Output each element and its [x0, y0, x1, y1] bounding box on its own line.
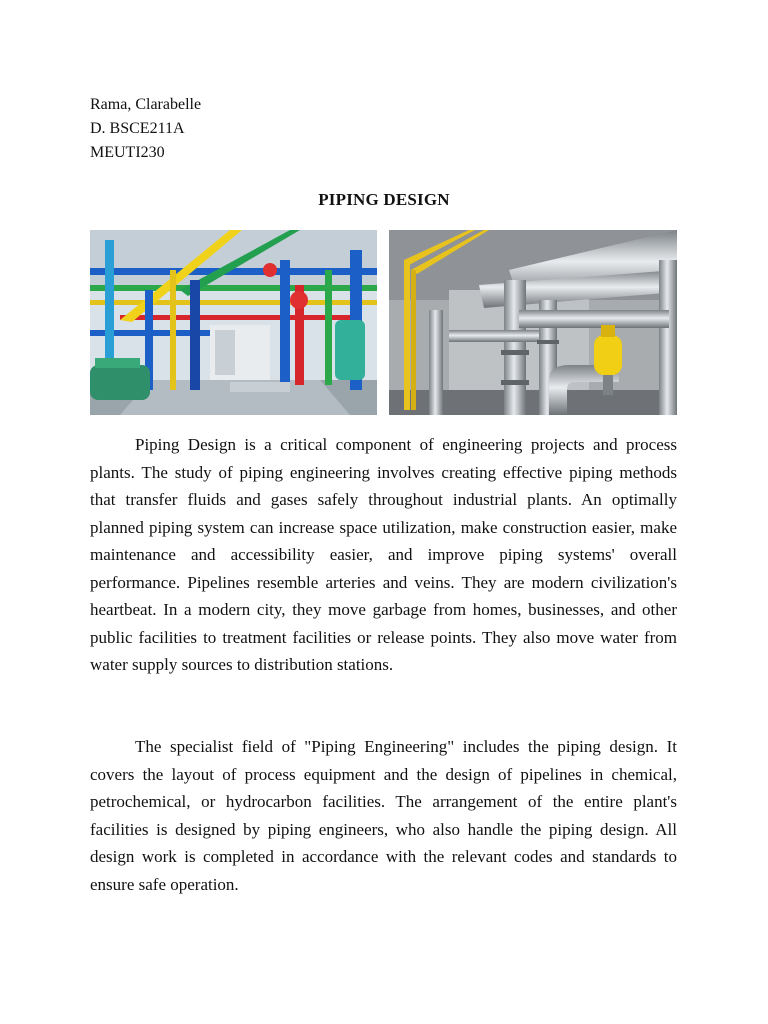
colorful-piping-photo	[90, 230, 377, 415]
steel-piping-photo	[389, 230, 677, 415]
document-title: PIPING DESIGN	[318, 190, 450, 209]
steel-piping-illustration	[389, 230, 677, 415]
colorful-piping-illustration	[90, 230, 377, 415]
student-name: Rama, Clarabelle	[90, 96, 202, 113]
course-code: MEUTI230	[90, 144, 165, 161]
student-section: D. BSCE211A	[90, 120, 185, 137]
paragraph-1: Piping Design is a critical component of engineering projects and process plants. The study of piping engineering involves creating effective piping methods that transfer fluids and gases safely throughout industrial plants. An optimally planned piping system can increase space utilization, make construction easier, make maintenance and accessibility easier, and improve piping systems' overall performance. Pipelines resemble arteries and veins. They are modern civilization's heartbeat. In a modern city, they move garbage from homes, businesses, and other public facilities to treatment facilities or release points. They also move water from water supply sources to distribution stations.	[90, 435, 677, 674]
student-header	[90, 93, 201, 165]
paragraph-2: The specialist field of "Piping Engineering" includes the piping design. It covers the layout of process equipment and the design of pipelines in chemical, petrochemical, or hydrocarbon facilities. The arrangement of the entire plant's facilities is designed by piping engineers, who also handle the piping design. All design work is completed in accordance with the relevant codes and standards to ensure safe operation.	[90, 737, 677, 894]
